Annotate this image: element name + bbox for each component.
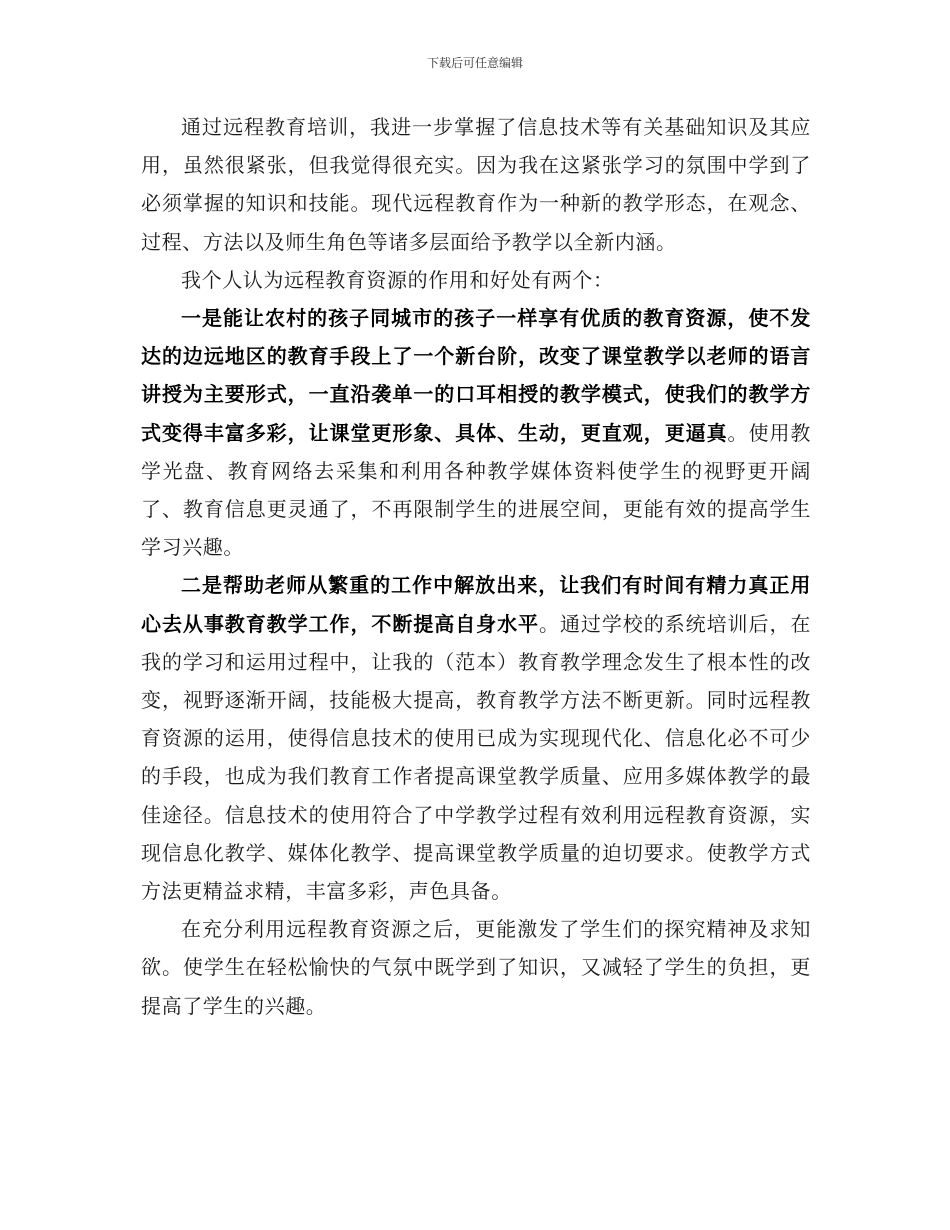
paragraph-text: 。通过学校的系统培训后，在我的学习和运用过程中，让我的（范本）教育教学理念发生了根本性的改变，视野逐渐开阔，技能极大提高，教育教学方法不断更新。同时远程教育资源的运用，使得信息技术的使用已成为实现现代化、信息化必不可少的手段，也成为我们教育工作者提高课堂教学质量、应用多媒体教学的最佳途径。信息技术的使用符合了中学教学过程有效利用远程教育资源，实现信息化教学、媒体化教学、提高课堂教学质量的迫切要求。使教学方式方法更精益求精，丰富多彩，声色具备。 <box>141 611 811 904</box>
paragraph <box>141 910 811 1025</box>
paragraph-text: 在充分利用远程教育资源之后，更能激发了学生们的探究精神及求知欲。使学生在轻松愉快的气氛中既学到了知识，又减轻了学生的负担，更提高了学生的兴趣。 <box>141 917 811 1018</box>
page-header-note: 下载后可任意编辑 <box>426 56 523 70</box>
document-body <box>141 108 811 1025</box>
paragraph-bold-text: 二是帮助老师从繁重的工作中解放出来，让我们有时间有精力真正用心去从事教育教学工作，不断提高自身水平 <box>141 573 811 636</box>
paragraph-text: 我个人认为远程教育资源的作用和好处有两个： <box>181 267 614 292</box>
paragraph-bold-text: 一是能让农村的孩子同城市的孩子一样享有优质的教育资源，使不发达的边远地区的教育手段上了一个新台阶，改变了课堂教学以老师的语言讲授为主要形式，一直沿袭单一的口耳相授的教学模式，使我们的教学方式变得丰富多彩，让课堂更形象、具体、生动，更直观，更逼真 <box>141 306 811 445</box>
paragraph-text: 通过远程教育培训，我进一步掌握了信息技术等有关基础知识及其应用，虽然很紧张，但我觉得很充实。因为我在这紧张学习的氛围中学到了必须掌握的知识和技能。现代远程教育作为一种新的教学形态，在观念、过程、方法以及师生角色等诸多层面给予教学以全新内涵。 <box>141 115 811 254</box>
paragraph <box>141 299 811 566</box>
paragraph <box>141 108 811 261</box>
paragraph <box>141 566 811 910</box>
paragraph-text: 。使用教学光盘、教育网络去采集和利用各种教学媒体资料使学生的视野更开阔了、教育信息更灵通了，不再限制学生的进展空间，更能有效的提高学生学习兴趣。 <box>141 420 811 560</box>
paragraph <box>141 261 811 299</box>
